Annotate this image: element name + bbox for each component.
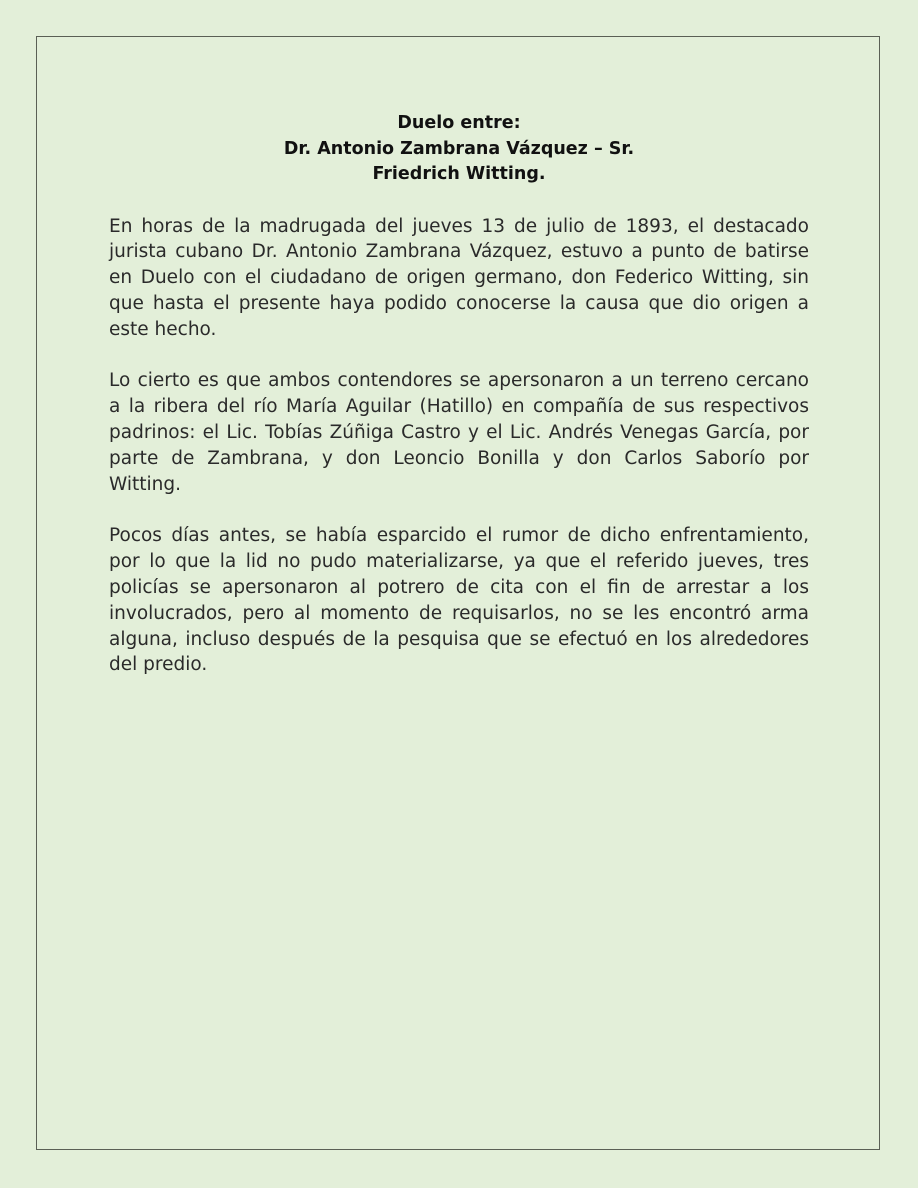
title-line-3: Friedrich Witting. bbox=[372, 164, 546, 184]
paragraph-2: Lo cierto es que ambos contendores se apersonaron a un terreno cercano a la ribera del río María Aguilar (Hatillo) en compañía de sus respectivos padrinos: el Lic. Tobías Zúñiga Castro y el Lic. Andrés Venegas García, por parte de Zambrana, y don Leoncio Bonilla y don Carlos Saborío por Witting. bbox=[109, 370, 809, 495]
document-title bbox=[109, 111, 809, 188]
title-line-2: Dr. Antonio Zambrana Vázquez – Sr. bbox=[283, 138, 635, 159]
paragraph-1: En horas de la madrugada del jueves 13 de julio de 1893, el destacado jurista cubano Dr. Antonio Zambrana Vázquez, estuvo a punto de batirse en Duelo con el ciudadano de origen germano, don Federico Witting, sin que hasta el presente haya podido conocerse la causa que dio origen a este hecho. bbox=[109, 215, 809, 340]
page-frame bbox=[36, 36, 880, 1150]
title-line-1: Duelo entre: bbox=[397, 113, 521, 133]
paragraph-3: Pocos días antes, se había esparcido el rumor de dicho enfrentamiento, por lo que la lid no pudo materializarse, ya que el referido jueves, tres policías se apersonaron al potrero de cita con el fin de arrestar a los involucrados, pero al momento de requisarlos, no se les encontró arma alguna, incluso después de la pesquisa que se efectuó en los alrededores del predio. bbox=[109, 525, 809, 676]
document-content bbox=[109, 111, 809, 704]
